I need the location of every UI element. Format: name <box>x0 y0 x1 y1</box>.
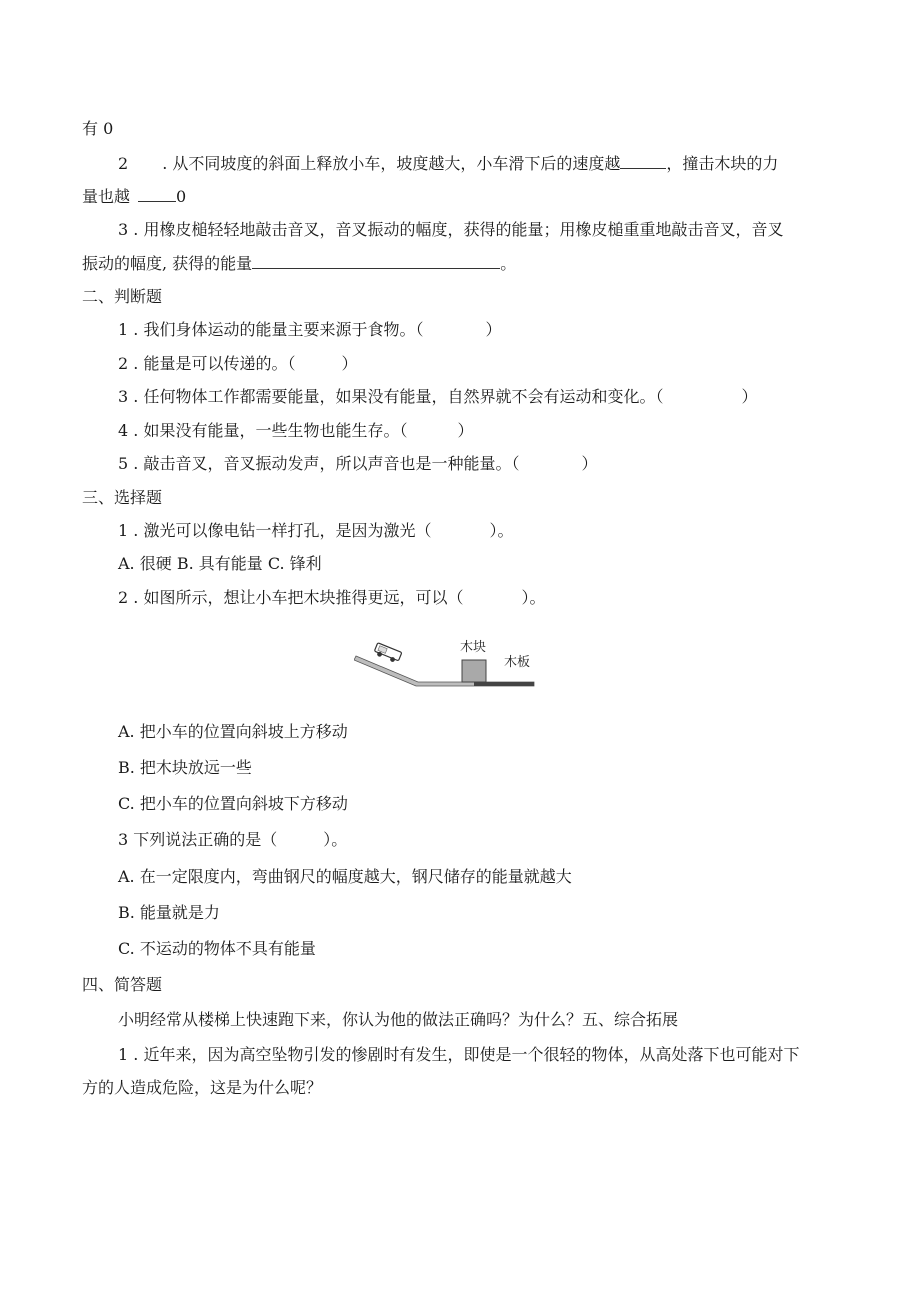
ramp-cart-block-figure <box>354 634 538 690</box>
fill-q2-line2 <box>82 185 186 208</box>
judge-item <box>118 453 597 475</box>
extension-q1-line2: 方的人造成危险，这是为什么呢？ <box>82 1078 323 1097</box>
fill-q3-blank[interactable] <box>252 252 500 269</box>
fill-q3-line2 <box>82 252 516 275</box>
choice-q2-text: 2 . 如图所示，想让小车把木块推得更远，可以（ <box>118 588 464 607</box>
fill-q2-text-b: ，撞击木块的力 <box>666 154 779 173</box>
fill-q3-end: 。 <box>500 254 517 273</box>
choice-q1-close: ）。 <box>489 521 514 540</box>
choice-q1 <box>118 520 513 542</box>
cart-icon <box>373 643 402 664</box>
judge-item-close: ） <box>485 320 502 339</box>
choice-q1-options: A. 很硬 B. 具有能量 C. 锋利 <box>118 554 322 573</box>
choice-q3-text: 3 下列说法正确的是（ <box>118 830 278 849</box>
choice-q2-option: A. 把小车的位置向斜坡上方移动 <box>118 722 348 741</box>
judge-item-close: ） <box>457 421 474 440</box>
choice-q2 <box>118 587 545 609</box>
block-label: 木块 <box>460 640 487 655</box>
extension-q1-line1: 1 . 近年来，因为高空坠物引发的惨剧时有发生，即使是一个很轻的物体，从高处落下也可能对下 <box>118 1045 800 1064</box>
choice-heading: 三、选择题 <box>82 488 163 507</box>
fill-continuation: 有 0 <box>82 119 114 138</box>
fill-q2-text-c: 量也越 <box>82 187 131 206</box>
judge-item-close: ） <box>341 354 358 373</box>
fill-q2-blank-2[interactable] <box>138 185 176 202</box>
fill-q2-blank-1[interactable] <box>620 152 666 169</box>
choice-q2-option: C. 把小车的位置向斜坡下方移动 <box>118 794 348 813</box>
choice-q2-option: B. 把木块放远一些 <box>118 758 252 777</box>
fill-q3-text-b: 振动的幅度, 获得的能量 <box>82 254 253 273</box>
fill-q2-number: 2 <box>118 154 129 173</box>
judge-item-text: 2 . 能量是可以传递的。（ <box>118 354 296 373</box>
short-question: 小明经常从楼梯上快速跑下来，你认为他的做法正确吗？为什么？五、综合拓展 <box>118 1010 679 1029</box>
judge-item-text: 4 . 如果没有能量，一些生物也能生存。（ <box>118 421 408 440</box>
choice-q3-option: A. 在一定限度内，弯曲钢尺的幅度越大，钢尺储存的能量就越大 <box>118 867 572 886</box>
judge-item-close: ） <box>581 454 598 473</box>
judge-item-text: 1 . 我们身体运动的能量主要来源于食物。（ <box>118 320 424 339</box>
choice-q3-option: C. 不运动的物体不具有能量 <box>118 939 316 958</box>
board-label: 木板 <box>503 655 530 670</box>
choice-q3 <box>118 829 347 851</box>
wood-block <box>462 660 486 682</box>
choice-q2-close: ）。 <box>521 588 546 607</box>
fill-q3-line1: 3 . 用橡皮槌轻轻地敲击音叉，音叉振动的幅度，获得的能量；用橡皮槌重重地敲击音叉，音叉 <box>118 220 784 239</box>
choice-q3-close: ）。 <box>323 830 348 849</box>
judge-item-text: 3 . 任何物体工作都需要能量，如果没有能量，自然界就不会有运动和变化。（ <box>118 387 664 406</box>
judge-item <box>118 353 357 375</box>
judge-item <box>118 319 501 341</box>
choice-q1-text: 1 . 激光可以像电钻一样打孔，是因为激光（ <box>118 521 432 540</box>
fill-q2-text-a: . 从不同坡度的斜面上释放小车，坡度越大，小车滑下后的速度越 <box>162 154 621 173</box>
short-heading: 四、简答题 <box>82 975 163 994</box>
fill-q2-line1 <box>118 152 778 175</box>
judge-heading: 二、判断题 <box>82 287 163 306</box>
choice-q3-option: B. 能量就是力 <box>118 903 220 922</box>
fill-q2-text-d: 0 <box>176 187 187 206</box>
judge-item <box>118 386 757 408</box>
judge-item-text: 5 . 敲击音叉，音叉振动发声，所以声音也是一种能量。（ <box>118 454 520 473</box>
judge-item-close: ） <box>741 387 758 406</box>
judge-item <box>118 420 473 442</box>
board-dark-end <box>474 682 534 686</box>
